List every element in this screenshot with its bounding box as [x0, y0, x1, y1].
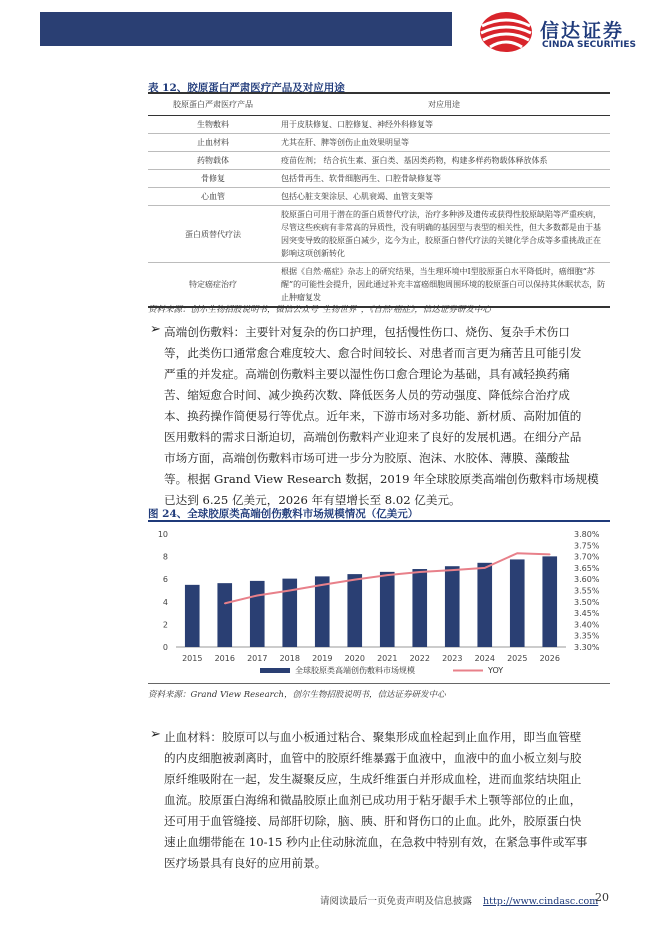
y-right-tick-label: 3.75% [574, 541, 600, 551]
bar [380, 572, 395, 647]
table-row [148, 116, 610, 134]
globe-logo-icon [478, 10, 534, 54]
y-right-tick-label: 3.80% [574, 530, 600, 539]
table-row [148, 206, 610, 263]
x-tick-label: 2020 [344, 654, 365, 663]
yoy-point [256, 595, 258, 597]
bar [510, 559, 525, 647]
page-number: 20 [595, 891, 609, 904]
yoy-point [516, 552, 518, 554]
text-line: 高端创伤敷料：主要针对复杂的伤口护理，包括慢性伤口、烧伤、复杂手术伤口 [164, 325, 570, 339]
bar [315, 576, 330, 647]
paragraph-hemostatic [164, 727, 612, 874]
bar [217, 583, 232, 647]
text-line: 还可用于血管缝接、局部肝切除，脑、胰、肝和肾伤口的止血。此外，胶原蛋白快 [164, 814, 582, 828]
table-cell-use: 胶原蛋白可用于潜在的蛋白质替代疗法，治疗多种涉及遗传或获得性胶原缺陷等严重疾病，尽管这些疾病有非常高的异质性，没有明确的基因型与表型的相关性，但大多数都是由于基因突变导致的胶原蛋白减少，迄今为止，胶原蛋白替代疗法的关键化学合成等多重挑战正在影响这项创新转化 [278, 206, 610, 263]
figure-bottom-rule [148, 683, 610, 684]
table-cell-product: 心血管 [148, 188, 278, 206]
product-table [148, 92, 610, 308]
yoy-point [386, 574, 388, 576]
y-right-tick-label: 3.35% [574, 631, 600, 641]
table-cell-product: 生物敷料 [148, 116, 278, 134]
header-bar [40, 12, 452, 46]
table-cell-use: 根据《自然·癌症》杂志上的研究结果，当生理环境中I型胶原蛋白水平降低时，癌细胞“苏醒”的可能性会提升，因此通过补充丰富癌细胞周围环境的胶原蛋白可以保持其休眠状态，防止肿瘤复发 [278, 263, 610, 308]
cinda-logo [478, 8, 648, 58]
table-header-cell: 胶原蛋白严肃医疗产品 [148, 93, 278, 116]
text-line: 医疗场景具有良好的应用前景。 [164, 856, 327, 870]
text-line: 血流。胶原蛋白海绵和微晶胶原止血剂已成功用于粘牙龈手术上颚等部位的止血， [164, 793, 582, 807]
text-line: 原纤维吸附在一起，发生凝聚反应，生成纤维蛋白并形成血栓，进而血浆结块阻止 [164, 772, 582, 786]
bullet-icon: ➢ [150, 322, 161, 337]
x-tick-label: 2024 [474, 654, 495, 663]
market-size-chart [148, 522, 610, 682]
x-tick-label: 2022 [409, 654, 430, 663]
text-line: 严重的并发症。高端创伤敷料主要以湿性伤口愈合理论为基础，具有减轻换药痛 [164, 367, 570, 381]
yoy-point [289, 590, 291, 592]
legend-label-bar: 全球胶原类高端创伤敷料市场规模 [295, 666, 415, 675]
x-tick-label: 2018 [279, 654, 300, 663]
legend-label-line: YOY [488, 666, 504, 675]
table-cell-use: 包括骨再生、软骨细胞再生、口腔骨缺修复等 [278, 170, 610, 188]
bar [412, 569, 427, 647]
table-row [148, 152, 610, 170]
table-row [148, 134, 610, 152]
y-right-tick-label: 3.70% [574, 552, 600, 562]
y-right-tick-label: 3.60% [574, 575, 600, 585]
text-line: 等。根据 Grand View Research 数据，2019 年全球胶原类高端创伤敷料市场规模 [164, 472, 599, 486]
table-source: 资料来源：创尔生物招股说明书，微信公众号“生物世界”，《自然·癌症》，信达证券研发中心 [148, 305, 491, 315]
logo-cn-text: 信达证券 [540, 20, 625, 42]
text-line: 止血材料：胶原可以与血小板通过粘合、聚集形成血栓起到止血作用，即当血管壁 [164, 730, 582, 744]
table-row [148, 263, 610, 308]
table-cell-product: 特定癌症治疗 [148, 263, 278, 308]
y-right-tick-label: 3.55% [574, 586, 600, 596]
yoy-point [419, 571, 421, 573]
x-tick-label: 2021 [377, 654, 398, 663]
text-line: 速止血绷带能在 10-15 秒内止住动脉流血，在急救中特别有效，在紧急事件或军事 [164, 835, 588, 849]
bar [445, 566, 460, 647]
yoy-point [484, 567, 486, 569]
table-cell-product: 骨修复 [148, 170, 278, 188]
table-cell-use: 包括心脏支架涂层、心肌衰竭、血管支架等 [278, 188, 610, 206]
x-tick-label: 2026 [539, 654, 560, 663]
table-cell-use: 尤其在肝、脾等创伤止血效果明显等 [278, 134, 610, 152]
yoy-point [354, 579, 356, 581]
text-line: 苦、缩短愈合时间、减少换药次数、降低医务人员的劳动强度、降低综合治疗成 [164, 388, 570, 402]
bullet-icon: ➢ [150, 727, 161, 742]
bar [185, 585, 200, 647]
table-title: 表 12、胶原蛋白严肃医疗产品及对应用途 [148, 82, 345, 94]
table-row [148, 170, 610, 188]
footer-disclaimer: 请阅读最后一页免责声明及信息披露 [320, 896, 473, 907]
bar [542, 556, 557, 647]
text-line: 医用敷料的需求日渐迫切，高端创伤敷料产业迎来了良好的发展机遇。在细分产品 [164, 430, 582, 444]
y-right-tick-label: 3.40% [574, 620, 600, 630]
text-line: 等，此类伤口通常愈合难度较大、愈合时间较长、对患者而言更为痛苦且可能引发 [164, 346, 582, 360]
y-right-tick-label: 3.65% [574, 563, 600, 573]
yoy-point [451, 569, 453, 571]
bar [347, 574, 362, 647]
y-left-tick-label: 4 [162, 597, 168, 607]
y-left-tick-label: 2 [162, 620, 168, 630]
footer-url-link[interactable]: http://www.cindasc.com [483, 896, 599, 907]
logo-en-text: CINDA SECURITIES [542, 40, 636, 50]
text-line: 本、换药操作简便易行等优点。近年来，下游市场对多功能、新材质、高附加值的 [164, 409, 582, 423]
table-cell-product: 止血材料 [148, 134, 278, 152]
table-header-cell: 对应用途 [278, 93, 610, 116]
legend-swatch-bar [260, 668, 290, 673]
figure-title: 图 24、全球胶原类高端创伤敷料市场规模情况（亿美元） [148, 508, 419, 520]
y-left-tick-label: 0 [162, 643, 168, 652]
y-right-tick-label: 3.45% [574, 609, 600, 619]
table-cell-product: 药物载体 [148, 152, 278, 170]
figure-source: 资料来源：Grand View Research，创尔生物招股说明书，信达证券研发中心 [148, 690, 446, 700]
x-tick-label: 2025 [507, 654, 528, 663]
text-line: 市场方面，高端创伤敷料市场可进一步分为胶原、泡沫、水胶体、薄膜、藻酸盐 [164, 451, 570, 465]
bar [250, 581, 265, 647]
y-right-tick-label: 3.50% [574, 597, 600, 607]
table-cell-use: 用于皮肤修复、口腔修复、神经外科修复等 [278, 116, 610, 134]
yoy-point [224, 603, 226, 605]
x-tick-label: 2016 [214, 654, 235, 663]
x-tick-label: 2019 [312, 654, 333, 663]
x-tick-label: 2015 [182, 654, 203, 663]
y-left-tick-label: 8 [162, 552, 168, 562]
text-line: 已达到 6.25 亿美元，2026 年有望增长至 8.02 亿美元。 [164, 493, 461, 507]
y-left-tick-label: 10 [157, 530, 168, 539]
footer [320, 893, 598, 907]
text-line: 的内皮细胞被剥离时，血管中的胶原纤维暴露于血液中，血液中的血小板立刻与胶 [164, 751, 582, 765]
table-header-row [148, 93, 610, 116]
yoy-point [321, 584, 323, 586]
x-tick-label: 2017 [247, 654, 268, 663]
table-cell-use: 疫苗佐剂； 结合抗生素、蛋白类、基因类药物，构建多样药物载体释放体系 [278, 152, 610, 170]
table-cell-product: 蛋白质替代疗法 [148, 206, 278, 263]
paragraph-wound-dressing [164, 322, 612, 511]
y-right-tick-label: 3.30% [574, 643, 600, 652]
y-left-tick-label: 6 [162, 575, 168, 585]
table-row [148, 188, 610, 206]
yoy-point [549, 554, 551, 556]
x-tick-label: 2023 [442, 654, 463, 663]
bar [477, 563, 492, 647]
